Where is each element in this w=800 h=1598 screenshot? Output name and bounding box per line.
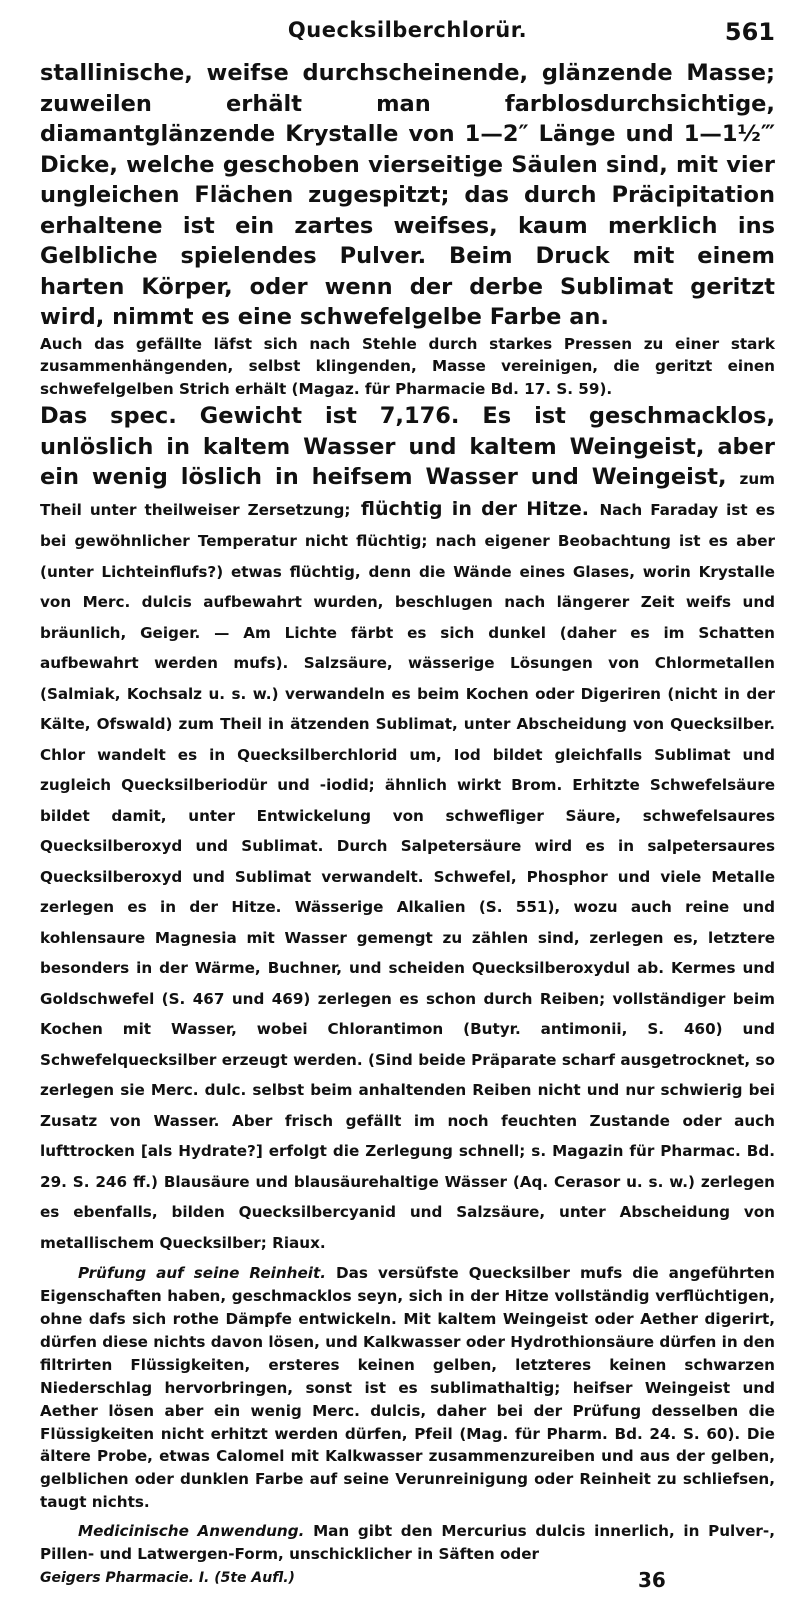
large-text-block-2	[40, 401, 775, 1256]
publisher-line: Geigers Pharmacie. I. (5te Aufl.)	[40, 1570, 295, 1586]
medicinische-heading: Medicinische Anwendung.	[78, 1522, 305, 1541]
mixed-small-text: zum Theil unter theilweiser Zersetzung;	[40, 470, 775, 519]
book-page	[40, 0, 775, 1598]
signature-mark: 36	[638, 1568, 666, 1592]
pruefung-heading: Prüfung auf seine Reinheit.	[78, 1264, 327, 1283]
large-text-block-1: stallinische, weifse durchscheinende, glänzende Masse; zuweilen erhält man farblosdurchsichtige, diamantglänzende Krystalle von 1—2″ Länge und 1—1½‴ Dicke, welche geschoben vierseitige Säulen sind, mit vier ungleichen Flächen zugespitzt; das durch Präcipitation erhaltene ist ein zartes weifses, kaum merklich ins Gelbliche spielendes Pulver. Beim Druck mit einem harten Körper, oder wenn der derbe Sublimat geritzt wird, nimmt es eine schwefelgelbe Farbe an.	[40, 60, 775, 330]
small-main-text: Nach Faraday ist es bei gewöhnlicher Temperatur nicht flüchtig; nach eigener Beobachtung ist es aber (unter Lichteinflufs?) etwas flüchtig, denn die Wände eines Glases, worin Krystalle von Merc. dulcis aufbewahrt wurden, beschlugen nach längerer Zeit weifs und bräunlich, Geiger. — Am Lichte färbt es sich dunkel (daher es im Schatten aufbewahrt werden mufs). Salzsäure, wässerige Lösungen von Chlormetallen (Salmiak, Kochsalz u. s. w.) verwandeln es beim Kochen oder Digeriren (nicht in der Kälte, Ofswald) zum Theil in ätzenden Sublimat, unter Abscheidung von Quecksilber. Chlor wandelt es in Quecksilberchlorid um, Iod bildet gleichfalls Sublimat und zugleich Quecksilberiodür und -iodid; ähnlich wirkt Brom. Erhitzte Schwefelsäure bildet damit, unter Entwickelung von schwefliger Säure, schwefelsaures Quecksilberoxyd und Sublimat. Durch Salpetersäure wird es in salpetersaures Quecksilberoxyd und Sublimat verwandelt. Schwefel, Phosphor und viele Metalle zerlegen es in der Hitze. Wässerige Alkalien (S. 551), wozu auch reine und kohlensaure Magnesia mit Wasser gemengt zu zählen sind, zerlegen es, letztere besonders in der Wärme, Buchner, und scheiden Quecksilberoxydul ab. Kermes und Goldschwefel (S. 467 und 469) zerlegen es schon durch Reiben; vollständiger beim Kochen mit Wasser, wobei Chlorantimon (Butyr. antimonii, S. 460) und Schwefelquecksilber erzeugt werden. (Sind beide Präparate scharf ausgetrocknet, so zerlegen sie Merc. dulc. selbst beim anhaltenden Reiben nicht und nur schwierig bei Zusatz von Wasser. Aber frisch gefällt im noch feuchten Zustande oder auch lufttrocken [als Hydrate?] erfolgt die Zerlegung schnell; s. Magazin für Pharmac. Bd. 29. S. 246 ff.) Blausäure und blausäurehaltige Wässer (Aq. Cerasor u. s. w.) zerlegen es ebenfalls, bilden Quecksilbercyanid und Salzsäure, unter Abscheidung von metallischem Quecksilber; Riaux.	[40, 500, 775, 1252]
running-title: Quecksilberchlorür.	[287, 18, 528, 42]
medicinische-text: Man gibt den Mercurius dulcis innerlich, in Pulver-, Pillen- und Latwergen-Form, unschicklicher in Säften oder	[40, 1522, 775, 1564]
page-header	[40, 18, 775, 58]
small-note-1: Auch das gefällte läfst sich nach Stehle durch starkes Pressen zu einer stark zusammenhängenden, selbst klingenden, Masse vereinigen, die geritzt einen schwefelgelben Strich erhält (Magaz. für Pharmacie Bd. 17. S. 59).	[40, 334, 775, 399]
page-footer	[40, 1568, 775, 1598]
large-text-part: Das spec. Gewicht ist 7,176. Es ist geschmacklos, unlöslich in kaltem Wasser und kaltem Weingeist, aber ein wenig löslich in heifsem Wasser und Weingeist,	[40, 403, 775, 491]
page-number: 561	[724, 18, 775, 46]
mixed-mid-text: flüchtig in der Hitze.	[360, 497, 589, 520]
pruefung-text: Das versüfste Quecksilber mufs die angeführten Eigenschaften haben, geschmacklos seyn, sich in der Hitze vollständig verflüchtigen, ohne dafs sich rothe Dämpfe entwickeln. Mit kaltem Weingeist oder Aether digerirt, dürfen diese nichts davon lösen, und Kalkwasser oder Hydrothionsäure dürfen in den filtrirten Flüssigkeiten, ersteres keinen gelben, letzteres keinen schwarzen Niederschlag hervorbringen, sonst ist es sublimathaltig; heifser Weingeist und Aether lösen aber ein wenig Merc. dulcis, daher bei der Prüfung desselben die Flüssigkeiten nicht erhitzt werden dürfen, Pfeil (Mag. für Pharm. Bd. 24. S. 60). Die ältere Probe, etwas Calomel mit Kalkwasser zusammenzureiben und aus der gelben, gelblichen oder dunklen Farbe auf seine Verunreinigung oder Reinheit zu schliefsen, taugt nichts.	[40, 1264, 775, 1512]
pruefung-paragraph	[40, 1262, 775, 1514]
medicinische-paragraph	[40, 1520, 775, 1566]
